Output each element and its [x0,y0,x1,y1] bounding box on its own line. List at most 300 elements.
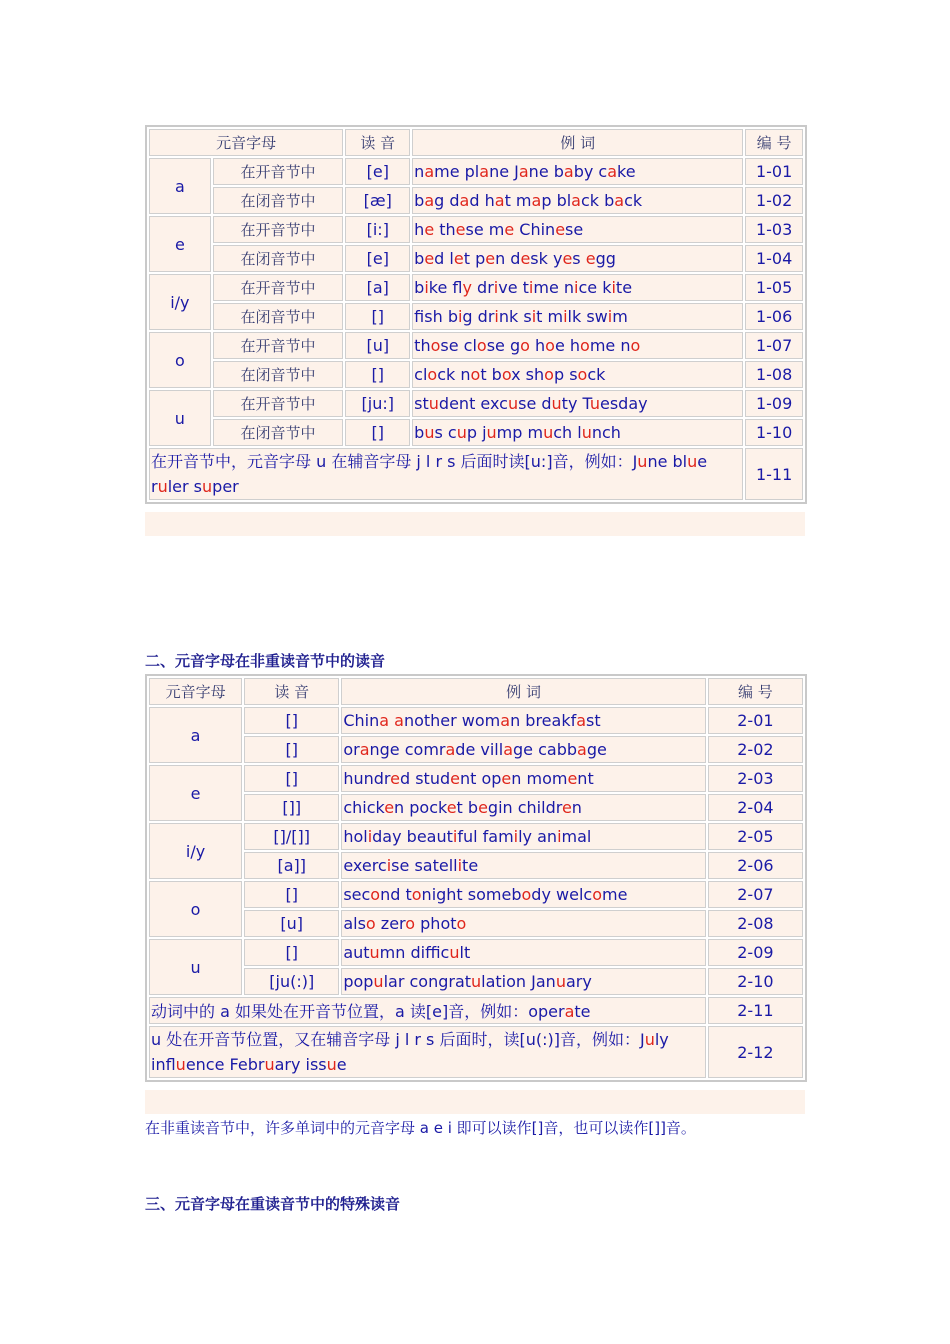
entry-code: 2-01 [708,707,803,734]
highlighted-vowel: a [359,740,370,759]
highlighted-vowel: o [501,365,512,384]
word-text: se d [518,394,552,413]
phonetic-symbol: [] [244,765,339,792]
word-text: se m [465,220,505,239]
example-words [341,939,706,966]
highlighted-vowel: a [424,162,435,181]
word-text: f [414,307,425,326]
word-text: n pock [394,798,447,817]
note-row [149,448,803,500]
section-2-title: 二、元音字母在非重读音节中的读音 [145,652,386,670]
entry-code: 1-10 [745,419,803,446]
phonetic-symbol: [u] [244,910,339,937]
syllable-type: 在闭音节中 [213,245,344,272]
word-text: day beaut [372,827,453,846]
highlighted-vowel: u [424,423,435,442]
word-text: h [414,220,425,239]
highlighted-vowel: e [424,249,435,268]
phonetic-symbol: [u] [345,332,410,359]
header-sound: 读 音 [244,678,339,705]
highlighted-vowel: u [589,394,600,413]
word-text: nt [577,769,594,788]
entry-code: 2-03 [708,765,803,792]
example-words [341,968,706,995]
word-text: th [434,220,456,239]
phonetic-symbol: [a]] [244,852,339,879]
syllable-type: 在开音节中 [213,158,344,185]
highlighted-vowel: e [446,798,457,817]
entry-code: 1-11 [745,448,803,500]
word-text: ke [617,162,636,181]
phonetic-symbol: [e] [345,158,410,185]
highlighted-vowel: u [456,423,467,442]
phonetic-symbol: [a] [345,274,410,301]
header-letter: 元音字母 [149,129,343,156]
word-text: d stud [399,769,451,788]
word-text: sk y [530,249,563,268]
highlighted-vowel: e [390,769,400,788]
vowel-stressed-table [145,125,807,504]
word-text: ly infl [151,1030,669,1074]
word-text: st [586,711,601,730]
word-text: h [529,336,546,355]
word-text: ne b [528,162,564,181]
word-text: te [574,1002,591,1021]
example-words [341,881,706,908]
word-text: p j [466,423,487,442]
phonetic-symbol: []/[]] [244,823,339,850]
word-text: phot [415,914,457,933]
section-3-title: 三、元音字母在重读音节中的特殊读音 [145,1195,401,1213]
example-words [412,361,743,388]
syllable-type: 在闭音节中 [213,303,344,330]
word-text: exerc [343,856,387,875]
word-text: th [414,336,431,355]
word-text: hundr [343,769,391,788]
highlighted-vowel: o [544,365,554,384]
example-words [341,852,706,879]
word-text: t p [463,249,486,268]
word-text: ence Febr [185,1055,265,1074]
header-letter: 元音字母 [149,678,242,705]
word-text: ler s [167,477,203,496]
entry-code: 1-09 [745,390,803,417]
example-words [412,303,743,330]
highlighted-vowel: u [157,477,168,496]
highlighted-vowel: o [520,336,530,355]
word-text: b [414,191,425,210]
word-text: ful fam [457,827,514,846]
word-text: b [414,249,425,268]
highlighted-vowel: i [531,307,537,326]
word-text: hol [343,827,368,846]
word-text: by c [573,162,608,181]
word-text: d l [434,249,454,268]
word-text: lk sw [567,307,608,326]
highlighted-vowel: a [571,191,581,210]
word-text: t m [504,191,532,210]
syllable-type: 在开音节中 [213,216,344,243]
word-text: ary iss [274,1055,327,1074]
example-words [412,419,743,446]
phonetic-symbol: [æ] [345,187,410,214]
header-sound: 读 音 [345,129,410,156]
word-text: cl [414,365,428,384]
highlighted-vowel: e [501,769,512,788]
word-text: se satell [391,856,458,875]
syllable-type: 在闭音节中 [213,361,344,388]
word-text: t b [480,365,502,384]
note-row [149,997,803,1024]
example-words [412,158,743,185]
highlighted-vowel: i [386,856,392,875]
word-text: de vill [455,740,504,759]
highlighted-vowel: o [427,365,438,384]
word-text: or [343,740,360,759]
word-text: gin childr [487,798,562,817]
word-text: aut [343,943,370,962]
example-words [412,216,743,243]
highlighted-vowel: u [326,1055,337,1074]
highlighted-vowel: i [367,827,373,846]
entry-code: 1-03 [745,216,803,243]
header-code: 编 号 [708,678,803,705]
word-text: ary [565,972,592,991]
word-text: nch [591,423,621,442]
word-text: se [565,220,584,239]
word-text: lar congrat [383,972,472,991]
note-text [149,1026,706,1078]
header-row [149,129,803,156]
table-row [149,274,803,301]
note-row [149,1026,803,1078]
highlighted-vowel: a [503,740,513,759]
word-text: n mom [511,769,568,788]
highlighted-vowel: e [561,798,572,817]
example-words [412,245,743,272]
table-row [149,939,803,966]
word-text: ty T [561,394,590,413]
example-words [412,187,743,214]
word-text: te [462,856,479,875]
word-text: me n [533,278,575,297]
table-row [149,852,803,879]
word-text: mn diffic [379,943,450,962]
table-row [149,968,803,995]
example-words [412,332,743,359]
highlighted-vowel: e [478,798,488,817]
phonetic-symbol: [e] [345,245,410,272]
highlighted-vowel: i [452,827,458,846]
table-row [149,187,803,214]
highlighted-vowel: u [202,477,213,496]
highlighted-vowel: e [555,220,566,239]
word-text: night someb [421,885,522,904]
word-text: ce k [578,278,612,297]
vowel-letter: a [149,158,211,214]
entry-code: 2-09 [708,939,803,966]
table-row [149,419,803,446]
highlighted-vowel: i [457,307,463,326]
word-text: lation Jan [481,972,556,991]
highlighted-vowel: o [521,885,532,904]
word-text: als [343,914,366,933]
phonetic-symbol: []] [244,794,339,821]
word-text: b [414,278,425,297]
highlighted-vowel: a [379,711,390,730]
vowel-letter: i/y [149,274,211,330]
highlighted-vowel: o [580,336,590,355]
word-text: e r [151,452,708,496]
example-words [341,736,706,763]
example-words [341,707,706,734]
entry-code: 2-05 [708,823,803,850]
header-code: 编 号 [745,129,803,156]
entry-code: 1-01 [745,158,803,185]
highlighted-vowel: a [531,191,542,210]
phonetic-symbol: [] [244,881,339,908]
word-text: me pl [434,162,480,181]
word-text: sh b [424,307,458,326]
phonetic-symbol: [ju(:)] [244,968,339,995]
table-footer-strip-2 [145,1090,805,1114]
phonetic-symbol: [] [244,707,339,734]
word-text: p s [553,365,578,384]
syllable-type: 在闭音节中 [213,419,344,446]
vowel-unstressed-table-block [145,674,805,1082]
highlighted-vowel: a [577,740,587,759]
word-text: mp m [496,423,544,442]
word-text: p bl [541,191,572,210]
syllable-type: 在开音节中 [213,332,344,359]
highlighted-vowel: u [581,423,592,442]
note-paragraph: 在非重读音节中，许多单词中的元音字母 a e i 即可以读作[]音，也可以读作[]]音。 [145,1119,696,1137]
highlighted-vowel: e [504,220,515,239]
word-text: t b [456,798,479,817]
phonetic-symbol: [] [244,939,339,966]
highlighted-vowel: a [445,740,456,759]
vowel-stressed-table-block [145,125,805,504]
word-text: nd t [380,885,412,904]
table-row [149,736,803,763]
highlighted-vowel: u [687,452,698,471]
word-text: esday [599,394,648,413]
highlighted-vowel: i [611,278,616,297]
vowel-letter: a [149,707,242,763]
word-text: ve t [498,278,529,297]
word-text: nk s [498,307,532,326]
word-text: t m [536,307,564,326]
phonetic-symbol: [ju:] [345,390,410,417]
entry-code: 1-06 [745,303,803,330]
highlighted-vowel: o [411,885,422,904]
word-text: g dr [462,307,495,326]
table-row [149,707,803,734]
highlighted-vowel: i [493,278,499,297]
highlighted-vowel: e [585,249,596,268]
table-row [149,303,803,330]
highlighted-vowel: o [545,336,555,355]
word-text: x sh [511,365,545,384]
table-row [149,823,803,850]
highlighted-vowel: o [456,914,467,933]
word-text: g d [434,191,460,210]
word-text: nt op [459,769,502,788]
vowel-letter: e [149,216,211,272]
highlighted-vowel: i [424,278,429,297]
entry-code: 2-07 [708,881,803,908]
entry-code: 1-04 [745,245,803,272]
highlighted-vowel: a [494,191,505,210]
highlighted-vowel: i [494,307,499,326]
word-text: ck b [580,191,615,210]
word-text: d h [469,191,495,210]
table-row [149,158,803,185]
vowel-letter: u [149,390,211,446]
vowel-letter: i/y [149,823,242,879]
word-text: s [572,249,586,268]
word-text: u 处在开音节位置，又在辅音字母 j l r s 后面时，读[u(:)]音，例如：J [151,1030,645,1049]
example-words [412,390,743,417]
example-words [341,910,706,937]
word-text: ch l [553,423,582,442]
entry-code: 2-12 [708,1026,803,1078]
header-examples: 例 词 [412,129,743,156]
table-footer-strip [145,512,805,536]
table-row [149,910,803,937]
highlighted-vowel: a [607,162,618,181]
word-text: m [612,307,628,326]
table-row [149,245,803,272]
word-text: dy welc [531,885,593,904]
word-text: s c [434,423,457,442]
highlighted-vowel: a [424,191,435,210]
highlighted-vowel: i [563,307,568,326]
word-text: n [571,798,582,817]
table-row [149,390,803,417]
word-text: te [615,278,633,297]
highlighted-vowel: o [630,336,641,355]
highlighted-vowel: a [394,711,404,730]
highlighted-vowel: o [470,365,481,384]
word-text: dr [471,278,494,297]
word-text: e h [554,336,581,355]
vowel-letter: o [149,332,211,388]
syllable-type: 在开音节中 [213,390,344,417]
highlighted-vowel: o [365,914,376,933]
highlighted-vowel: u [637,452,648,471]
vowel-letter: u [149,939,242,995]
word-text: me n [589,336,631,355]
word-text: b [414,423,425,442]
word-text: n breakf [510,711,577,730]
word-text: ck n [437,365,471,384]
header-examples: 例 词 [341,678,706,705]
table-row [149,881,803,908]
highlighted-vowel: o [476,336,487,355]
highlighted-vowel: u [449,943,460,962]
table-row [149,361,803,388]
phonetic-symbol: [] [244,736,339,763]
word-text: ge [586,740,607,759]
word-text: ne bl [647,452,688,471]
word-text: per [212,477,239,496]
word-text: se g [486,336,521,355]
phonetic-symbol: [] [345,419,410,446]
highlighted-vowel: o [592,885,602,904]
highlighted-vowel: i [528,278,534,297]
entry-code: 1-05 [745,274,803,301]
word-text: ck [624,191,643,210]
word-text: dent exc [438,394,508,413]
word-text: nge comr [369,740,446,759]
highlighted-vowel: u [486,423,497,442]
example-words [412,274,743,301]
example-words [341,823,706,850]
word-text: mal [561,827,592,846]
highlighted-vowel: a [564,1002,575,1021]
word-text: 在开音节中，元音字母 u 在辅音字母 j l r s 后面时读[u:]音，例如：J [151,452,638,471]
word-text: sec [343,885,371,904]
phonetic-symbol: [i:] [345,216,410,243]
entry-code: 1-07 [745,332,803,359]
highlighted-vowel: u [428,394,439,413]
word-text: 动词中的 a 如果处在开音节位置，a 读[e]音，例如：oper [151,1002,565,1021]
word-text: Chin [343,711,380,730]
highlighted-vowel: a [459,191,470,210]
highlighted-vowel: e [384,798,395,817]
highlighted-vowel: i [557,827,562,846]
highlighted-vowel: a [576,711,587,730]
highlighted-vowel: u [471,972,482,991]
highlighted-vowel: a [479,162,490,181]
word-text: pop [343,972,374,991]
highlighted-vowel: e [562,249,573,268]
highlighted-vowel: o [405,914,416,933]
example-words [341,794,706,821]
word-text: se cl [440,336,477,355]
syllable-type: 在开音节中 [213,274,344,301]
highlighted-vowel: u [373,972,384,991]
highlighted-vowel: u [555,972,566,991]
vowel-letter: e [149,765,242,821]
highlighted-vowel: o [370,885,381,904]
word-text: chick [343,798,385,817]
highlighted-vowel: o [430,336,441,355]
highlighted-vowel: y [462,278,472,297]
highlighted-vowel: o [577,365,588,384]
word-text: me [601,885,628,904]
highlighted-vowel: i [607,307,613,326]
entry-code: 2-06 [708,852,803,879]
highlighted-vowel: i [457,856,463,875]
highlighted-vowel: u [507,394,519,413]
entry-code: 2-04 [708,794,803,821]
table-row [149,794,803,821]
note-text [149,448,743,500]
table-row [149,765,803,792]
header-row [149,678,803,705]
entry-code: 2-11 [708,997,803,1024]
word-text: gg [595,249,616,268]
vowel-unstressed-table [145,674,807,1082]
highlighted-vowel: e [455,220,466,239]
highlighted-vowel: e [567,769,578,788]
word-text: nother wom [403,711,501,730]
word-text: Chin [514,220,556,239]
highlighted-vowel: u [369,943,380,962]
highlighted-vowel: e [453,249,464,268]
